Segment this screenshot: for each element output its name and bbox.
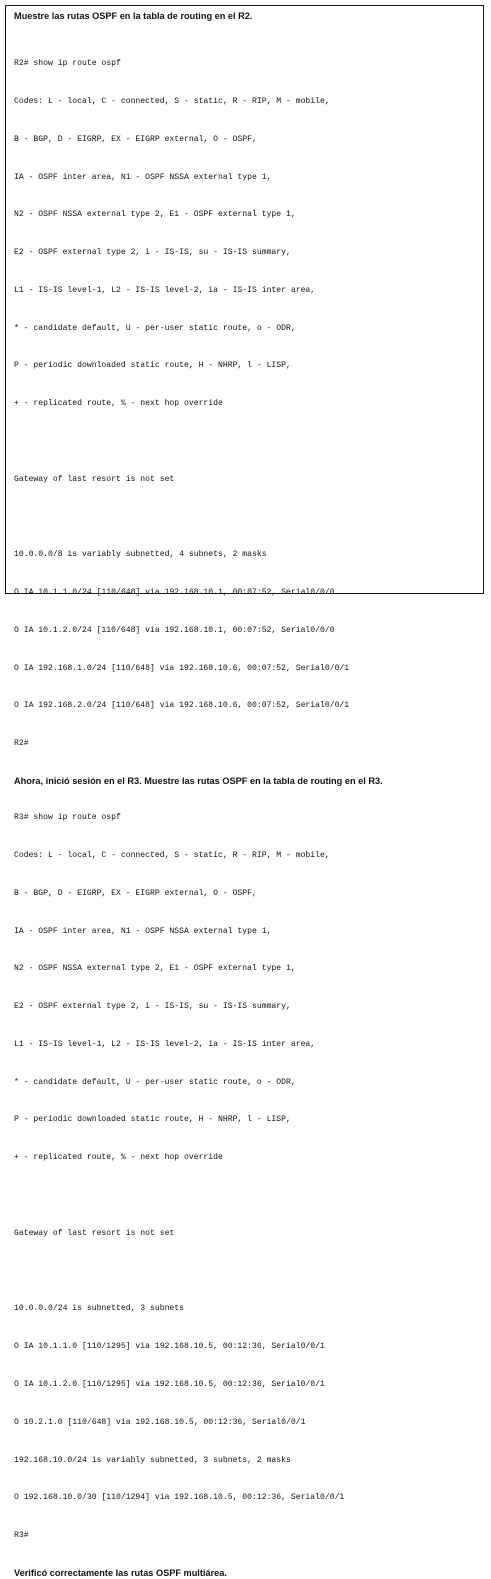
r3-gateway-line: Gateway of last resort is not set <box>14 1228 175 1238</box>
r3-route-line: O 10.2.1.0 [110/648] via 192.168.10.5, 00:12:36, Serial0/0/1 <box>14 1417 306 1427</box>
r3-codes-line: L1 - IS-IS level-1, L2 - IS-IS level-2, ia - IS-IS inter area, <box>14 1039 316 1049</box>
middle-instruction: Ahora, inició sesión en el R3. Muestre las rutas OSPF en la tabla de routing en el R3. <box>14 776 383 787</box>
r2-codes-line: P - periodic downloaded static route, H - NHRP, l - LISP, <box>14 361 291 371</box>
r2-codes-line: E2 - OSPF external type 2, i - IS-IS, su - IS-IS summary, <box>14 248 291 258</box>
r2-command: R2# show ip route ospf <box>14 59 121 69</box>
r2-route-line: O IA 10.1.2.0/24 [110/648] via 192.168.10.1, 00:07:52, Serial0/0/0 <box>14 625 335 635</box>
r2-gateway-line: Gateway of last resort is not set <box>14 474 175 484</box>
r2-prompt: R2# <box>14 739 29 749</box>
document-frame <box>5 5 484 1578</box>
r3-route-line: O IA 10.1.1.0 [110/1295] via 192.168.10.5, 00:12:36, Serial0/0/1 <box>14 1342 325 1352</box>
r3-route-line: 192.168.10.0/24 is variably subnetted, 3 subnets, 2 masks <box>14 1455 291 1465</box>
r3-codes-line: N2 - OSPF NSSA external type 2, E1 - OSPF external type 1, <box>14 964 296 974</box>
r3-codes-line: E2 - OSPF external type 2, i - IS-IS, su - IS-IS summary, <box>14 1002 291 1012</box>
r3-command: R3# show ip route ospf <box>14 813 121 823</box>
r3-route-line: O 192.168.10.0/30 [110/1294] via 192.168.10.5, 00:12:36, Serial0/0/1 <box>14 1493 345 1503</box>
r2-codes-line: Codes: L - local, C - connected, S - static, R - RIP, M - mobile, <box>14 96 330 106</box>
r3-codes-line: * - candidate default, U - per-user static route, o - ODR, <box>14 1077 296 1087</box>
r2-codes-line: N2 - OSPF NSSA external type 2, E1 - OSPF external type 1, <box>14 210 296 220</box>
blank-line <box>14 1190 475 1203</box>
r3-route-line: 10.0.0.0/24 is subnetted, 3 subnets <box>14 1304 184 1314</box>
intro-instruction: Muestre las rutas OSPF en la tabla de routing en el R2. <box>14 11 253 21</box>
r2-output <box>14 33 475 776</box>
r2-codes-line: B - BGP, D - EIGRP, EX - EIGRP external, O - OSPF, <box>14 134 257 144</box>
closing-statement: Verificó correctamente las rutas OSPF multiárea. <box>14 1567 227 1578</box>
r3-output <box>14 787 475 1568</box>
r2-route-line: O IA 192.168.2.0/24 [110/648] via 192.168.10.6, 00:07:52, Serial0/0/1 <box>14 701 350 711</box>
r3-codes-line: Codes: L - local, C - connected, S - static, R - RIP, M - mobile, <box>14 851 330 860</box>
r3-codes-line: P - periodic downloaded static route, H - NHRP, l - LISP, <box>14 1115 291 1125</box>
r2-codes-line: * - candidate default, U - per-user static route, o - ODR, <box>14 323 296 333</box>
r2-route-line: O IA 10.1.1.0/24 [110/648] via 192.168.10.1, 00:07:52, Serial0/0/0 <box>14 588 335 598</box>
r3-prompt: R3# <box>14 1531 29 1541</box>
blank-line <box>14 512 475 525</box>
r2-codes-line: + - replicated route, % - next hop override <box>14 399 223 409</box>
r3-codes-line: B - BGP, D - EIGRP, EX - EIGRP external, O - OSPF, <box>14 888 257 898</box>
blank-line <box>14 436 475 449</box>
r2-route-line: O IA 192.168.1.0/24 [110/648] via 192.168.10.6, 00:07:52, Serial0/0/1 <box>14 663 350 673</box>
r3-codes-line: + - replicated route, % - next hop override <box>14 1153 223 1163</box>
blank-line <box>14 1266 475 1279</box>
r3-codes-line: IA - OSPF inter area, N1 - OSPF NSSA external type 1, <box>14 926 272 936</box>
r2-codes-line: L1 - IS-IS level-1, L2 - IS-IS level-2, ia - IS-IS inter area, <box>14 285 316 295</box>
r2-codes-line: IA - OSPF inter area, N1 - OSPF NSSA external type 1, <box>14 172 272 182</box>
r2-route-line: 10.0.0.0/8 is variably subnetted, 4 subnets, 2 masks <box>14 550 267 560</box>
r3-route-line: O IA 10.1.2.0 [110/1295] via 192.168.10.5, 00:12:36, Serial0/0/1 <box>14 1379 325 1389</box>
